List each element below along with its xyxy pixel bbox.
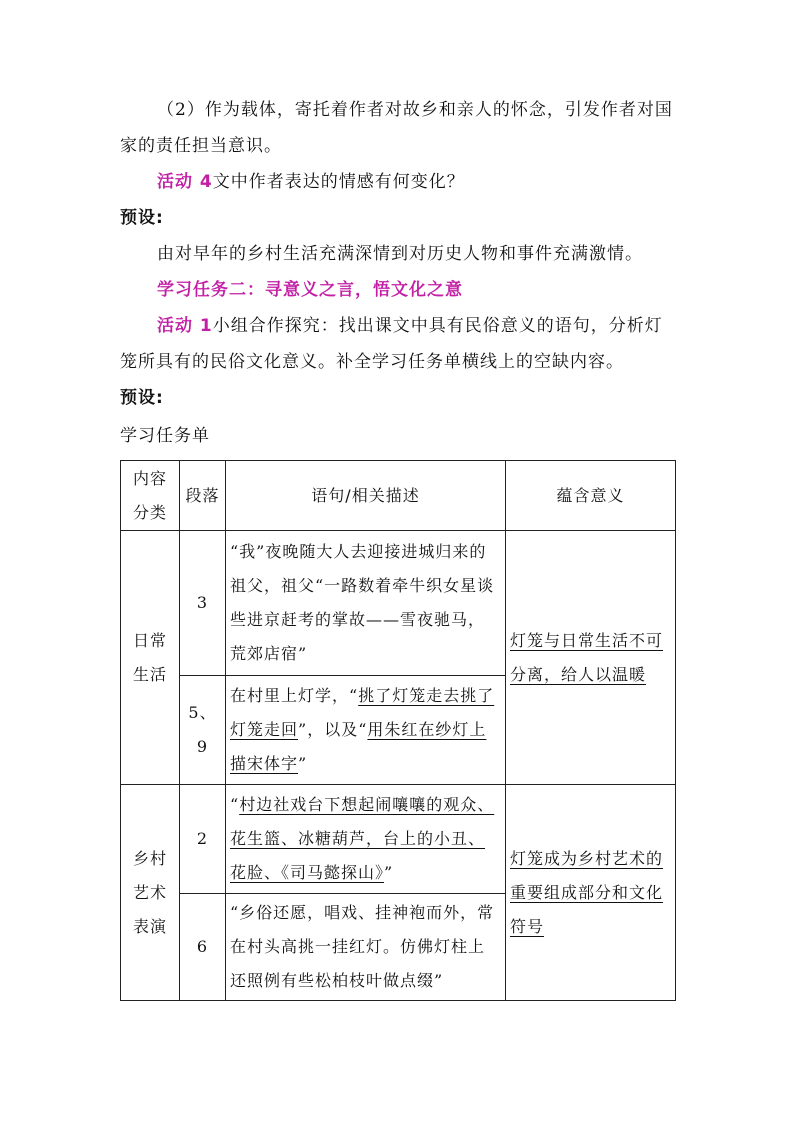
header-description: 语句/相关描述	[226, 461, 506, 531]
paragraph-number: 3	[180, 531, 226, 676]
meaning-answer: 灯笼成为乡村艺术的重要组成部分和文化符号	[510, 848, 664, 936]
description-cell: “我”夜晚随大人去迎接进城归来的祖父，祖父“一路数着牵牛织女星谈些进京赶考的掌故——雪夜驰马，荒郊店宿”	[226, 531, 506, 676]
meaning-answer: 灯笼与日常生活不可分离，给人以温暖	[510, 630, 664, 684]
paragraph-number: 5、9	[180, 676, 226, 785]
meaning-cell	[506, 785, 676, 1001]
activity-4-line	[120, 164, 680, 200]
category-village-art: 乡村艺术表演	[121, 785, 180, 1001]
activity-4-label: 活动 4	[157, 172, 213, 192]
task-2-heading: 学习任务二：寻意义之言，悟文化之意	[157, 280, 463, 300]
activity-1-paragraph	[120, 308, 680, 380]
activity-4-question: 文中作者表达的情感有何变化？	[212, 172, 465, 192]
preset-label-2: 预设:	[120, 388, 164, 408]
underlined-quote: 用朱红在纱灯上描宋体字	[230, 720, 487, 773]
preset-label-1: 预设:	[120, 208, 164, 228]
paragraph-number: 2	[180, 785, 226, 894]
meaning-cell	[506, 531, 676, 785]
header-category: 内容分类	[121, 461, 180, 531]
table-row	[121, 531, 676, 676]
underlined-quote: 村边社戏台下想起闹嚷嚷的观众、花生篮、冰糖葫芦，台上的小丑、花脸、《司马懿探山》	[230, 795, 495, 882]
header-meaning: 蕴含意义	[506, 461, 676, 531]
learning-task-table	[120, 460, 676, 1001]
table-header-row	[121, 461, 676, 531]
paragraph-number: 6	[180, 894, 226, 1001]
header-paragraph: 段落	[180, 461, 226, 531]
paragraph-note-2: （2）作为载体，寄托着作者对故乡和亲人的怀念，引发作者对国家的责任担当意识。	[120, 100, 673, 156]
category-daily-life: 日常生活	[121, 531, 180, 785]
table-row	[121, 785, 676, 894]
table-title: 学习任务单	[120, 426, 210, 446]
preset-answer-1: 由对早年的乡村生活充满深情到对历史人物和事件充满激情。	[157, 244, 643, 264]
activity-1-label: 活动 1	[157, 316, 213, 336]
description-cell: 在村里上灯学，“挑了灯笼走去挑了灯笼走回”，以及“用朱红在纱灯上描宋体字”	[226, 676, 506, 785]
description-cell: “村边社戏台下想起闹嚷嚷的观众、花生篮、冰糖葫芦，台上的小丑、花脸、《司马懿探山》”	[226, 785, 506, 894]
activity-1-text: 小组合作探究：找出课文中具有民俗意义的语句，分析灯笼所具有的民俗文化意义。补全学习任务单横线上的空缺内容。	[120, 316, 663, 372]
underlined-quote: 挑了灯笼走去挑了灯笼走回	[230, 686, 495, 739]
description-cell: “乡俗还愿，唱戏、挂神袍而外，常在村头高挑一挂红灯。仿佛灯柱上还照例有些松柏枝叶做点缀”	[226, 894, 506, 1001]
